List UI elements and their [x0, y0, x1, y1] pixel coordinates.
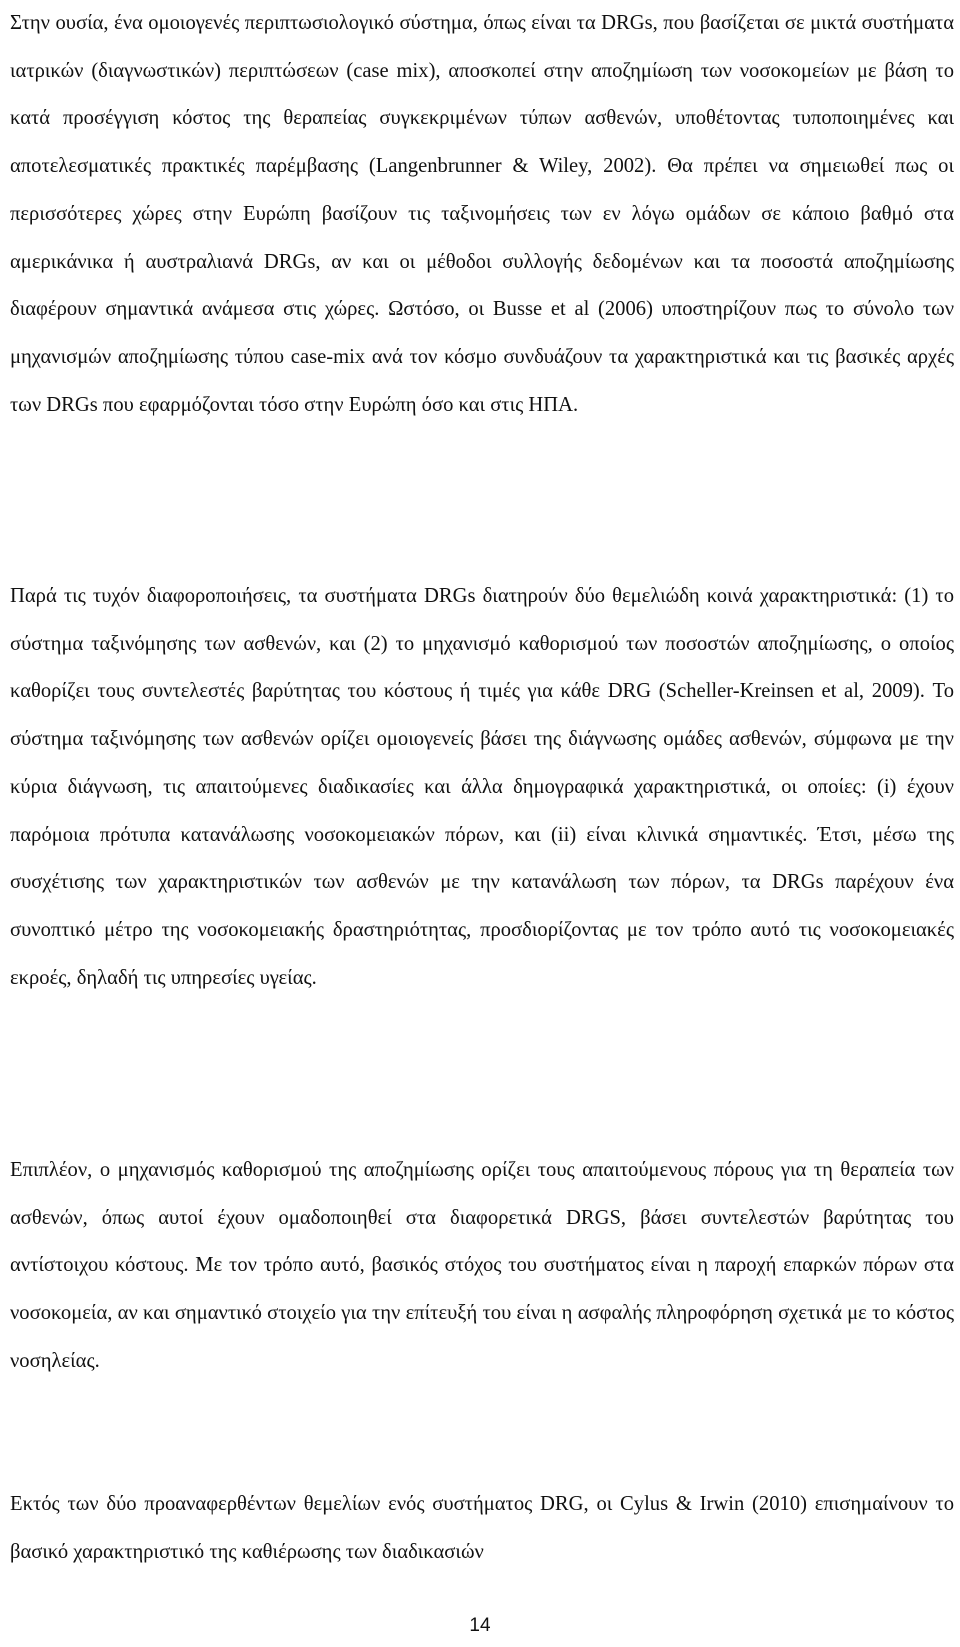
- paragraph-1: Στην ουσία, ένα ομοιογενές περιπτωσιολογικό σύστημα, όπως είναι τα DRGs, που βασίζεται σε μικτά συστήματα ιατρικών (διαγνωστικών) περιπτώσεων (case mix), αποσκοπεί στην αποζημίωση των νοσοκομείων με βάση το κατά προσέγγιση κόστος της θεραπείας συγκεκριμένων τύπων ασθενών, υποθέτοντας τυποποιημένες και αποτελεσματικές πρακτικές παρέμβασης (Langenbrunner & Wiley, 2002). Θα πρέπει να σημειωθεί πως οι περισσότερες χώρες στην Ευρώπη βασίζουν τις ταξινομήσεις των εν λόγω ομάδων σε κάποιο βαθμό στα αμερικάνικα ή αυστραλιανά DRGs, αν και οι μέθοδοι συλλογής δεδομένων και τα ποσοστά αποζημίωσης διαφέρουν σημαντικά ανάμεσα στις χώρες. Ωστόσο, οι Busse et al (2006) υποστηρίζουν πως το σύνολο των μηχανισμών αποζημίωσης τύπου case-mix ανά τον κόσμο συνδυάζουν τα χαρακτηριστικά και τις βασικές αρχές των DRGs που εφαρμόζονται τόσο στην Ευρώπη όσο και στις ΗΠΑ.: [10, 12, 954, 416]
- page-number: 14: [469, 1615, 491, 1636]
- paragraph-2: Παρά τις τυχόν διαφοροποιήσεις, τα συστήματα DRGs διατηρούν δύο θεμελιώδη κοινά χαρακτηριστικά: (1) το σύστημα ταξινόμησης των ασθενών, και (2) το μηχανισμό καθορισμού των ποσοστών αποζημίωσης, ο οποίος καθορίζει τους συντελεστές βαρύτητας του κόστους ή τιμές για κάθε DRG (Scheller-Kreinsen et al, 2009). Το σύστημα ταξινόμησης των ασθενών ορίζει ομοιογενείς βάσει της διάγνωσης ομάδες ασθενών, σύμφωνα με την κύρια διάγνωση, τις απαιτούμενες διαδικασίες και άλλα δημογραφικά χαρακτηριστικά, οι οποίες: (i) έχουν παρόμοια πρότυπα κατανάλωσης νοσοκομειακών πόρων, και (ii) είναι κλινικά σημαντικές. Έτσι, μέσω της συσχέτισης των χαρακτηριστικών των ασθενών με την κατανάλωση των πόρων, τα DRGs παρέχουν ένα συνοπτικό μέτρο της νοσοκομειακής δραστηριότητας, προσδιορίζοντας με τον τρόπο αυτό τις νοσοκομειακές εκροές, δηλαδή τις υπηρεσίες υγείας.: [10, 585, 954, 989]
- paragraph-4: Εκτός των δύο προαναφερθέντων θεμελίων ενός συστήματος DRG, οι Cylus & Irwin (2010) επισημαίνουν το βασικό χαρακτηριστικό της καθιέρωσης των διαδικασιών: [10, 1493, 954, 1563]
- paragraph-3: Επιπλέον, ο μηχανισμός καθορισμού της αποζημίωσης ορίζει τους απαιτούμενους πόρους για τη θεραπεία των ασθενών, όπως αυτοί έχουν ομαδοποιηθεί στα διαφορετικά DRGS, βάσει συντελεστών βαρύτητας του αντίστοιχου κόστους. Με τον τρόπο αυτό, βασικός στόχος του συστήματος είναι η παροχή επαρκών πόρων στα νοσοκομεία, αν και σημαντικό στοιχείο για την επίτευξή του είναι η ασφαλής πληροφόρηση σχετικά με το κόστος νοσηλείας.: [10, 1159, 954, 1372]
